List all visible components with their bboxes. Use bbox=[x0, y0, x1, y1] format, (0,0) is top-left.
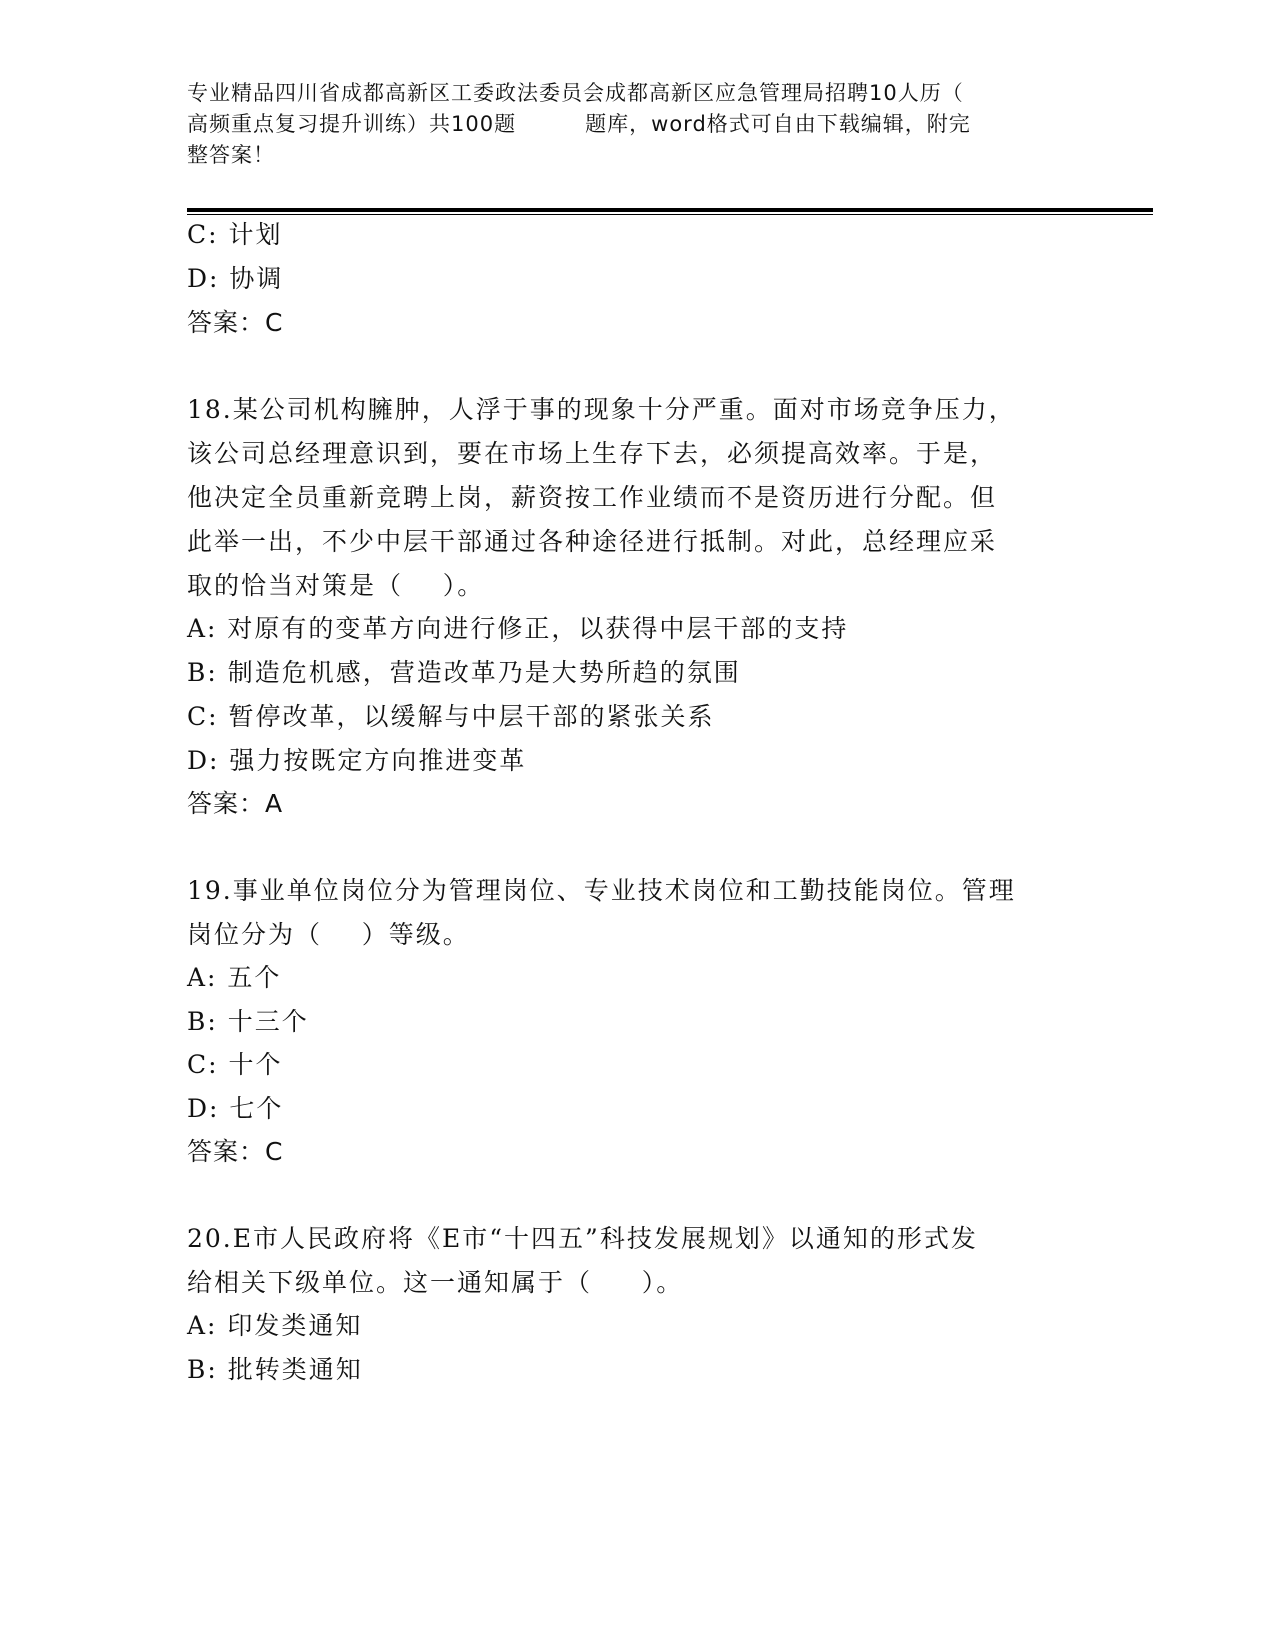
q19-option-b: B: 十三个 bbox=[187, 1007, 309, 1036]
q18-stem-line: 18.某公司机构臃肿，人浮于事的现象十分严重。面对市场竞争压力， bbox=[187, 395, 1016, 424]
q19-option-a: A: 五个 bbox=[187, 963, 282, 992]
q18-stem-line: 他决定全员重新竞聘上岗，薪资按工作业绩而不是资历进行分配。但 bbox=[187, 483, 998, 512]
q18-option-c: C: 暂停改革，以缓解与中层干部的紧张关系 bbox=[187, 702, 715, 731]
q18-answer: 答案：A bbox=[187, 789, 284, 818]
q18-option-a: A: 对原有的变革方向进行修正，以获得中层干部的支持 bbox=[187, 614, 849, 643]
q20-option-a: A: 印发类通知 bbox=[187, 1311, 363, 1340]
q17-option-d: D: 协调 bbox=[187, 264, 284, 293]
header-line: 专业精品四川省成都高新区工委政法委员会成都高新区应急管理局招聘10人历（ bbox=[187, 81, 964, 105]
q18-option-d: D: 强力按既定方向推进变革 bbox=[187, 746, 527, 775]
q20-stem-line: 给相关下级单位。这一通知属于（ ）。 bbox=[187, 1268, 684, 1297]
q18-option-b: B: 制造危机感，营造改革乃是大势所趋的氛围 bbox=[187, 658, 741, 687]
header-divider-thick bbox=[187, 208, 1153, 212]
q20-stem-line: 20.E市人民政府将《E市“十四五”科技发展规划》以通知的形式发 bbox=[187, 1224, 978, 1253]
q18-stem-line: 此举一出，不少中层干部通过各种途径进行抵制。对此，总经理应采 bbox=[187, 527, 998, 556]
q19-option-c: C: 十个 bbox=[187, 1050, 283, 1079]
q20-option-b: B: 批转类通知 bbox=[187, 1355, 363, 1384]
q18-stem-line: 取的恰当对策是（ ）。 bbox=[187, 571, 485, 600]
q19-stem-line: 19.事业单位岗位分为管理岗位、专业技术岗位和工勤技能岗位。管理 bbox=[187, 876, 1016, 905]
q19-option-d: D: 七个 bbox=[187, 1094, 284, 1123]
q17-option-c: C: 计划 bbox=[187, 220, 283, 249]
q17-answer: 答案：C bbox=[187, 308, 284, 337]
header-line: 高频重点复习提升训练）共100题 题库，word格式可自由下载编辑，附完 bbox=[187, 112, 971, 136]
document-header bbox=[187, 78, 1067, 171]
header-line: 整答案！ bbox=[187, 143, 275, 167]
q19-stem-line: 岗位分为（ ）等级。 bbox=[187, 920, 470, 949]
q19-answer: 答案：C bbox=[187, 1137, 284, 1166]
header-divider-thin bbox=[187, 214, 1153, 215]
q18-stem-line: 该公司总经理意识到，要在市场上生存下去，必须提高效率。于是， bbox=[187, 439, 998, 468]
